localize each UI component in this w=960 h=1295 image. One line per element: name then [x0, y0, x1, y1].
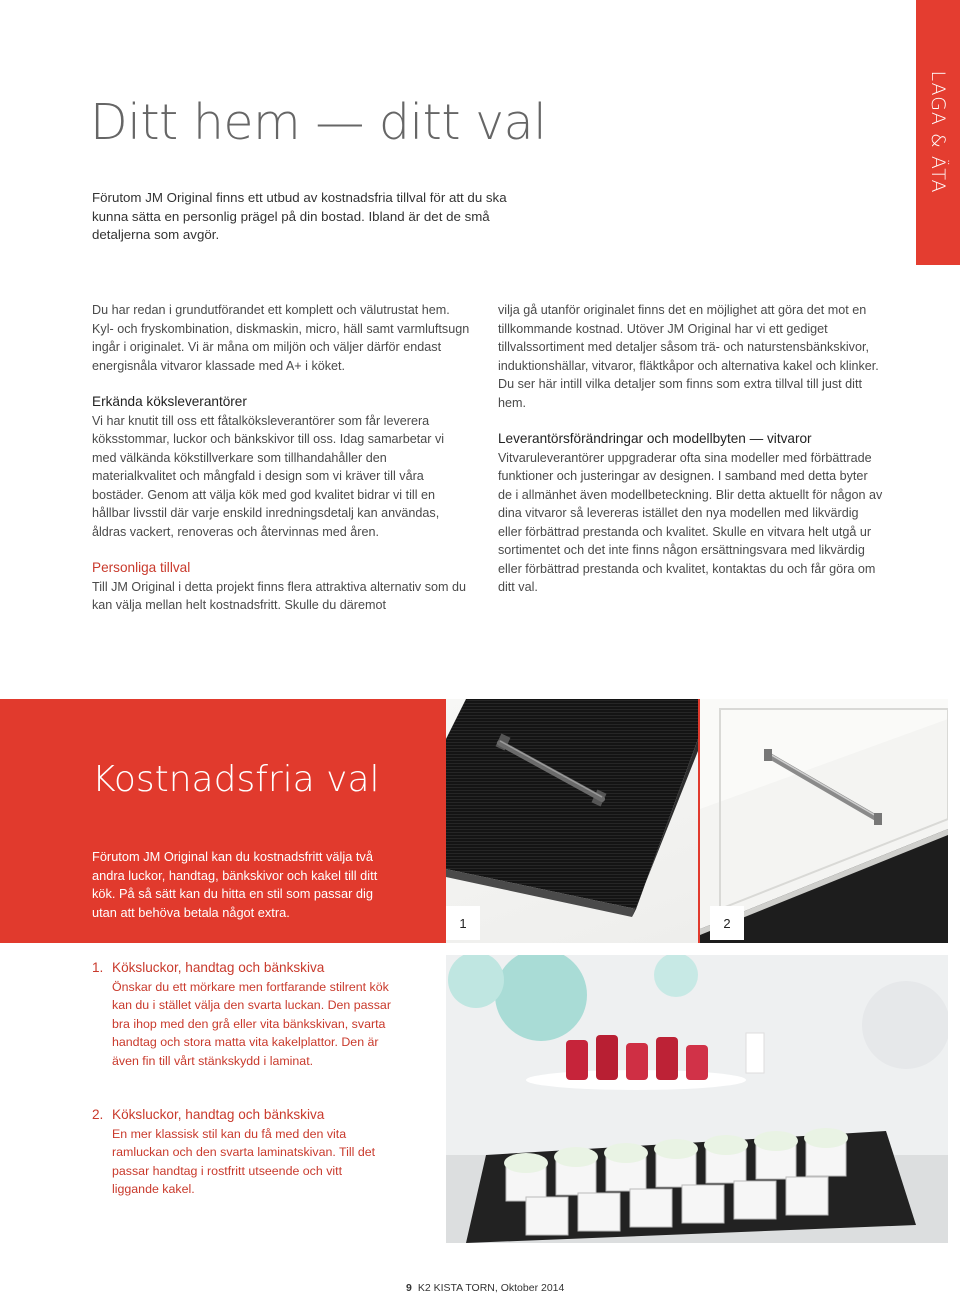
section-tab-label: LAGA & ÄTA: [927, 70, 949, 194]
left-paragraph-2: Vi har knutit till oss ett fåtalköksleverantörer som får leverera köksstommar, luckor och bänkskivor till oss. Idag samarbetar vi med välkända kökstillverkare som tillhandahåller den materialkvalitet och mångfald i design som vi kräver till våra bostäder. Genom att välja kök med god kvalitet bidrar vi till en hållbar livsstil där varje enskild inredningsdetalj kan användas, åldras vackert, renoveras och återvinnas med åren.: [92, 413, 445, 539]
option-number: 1.: [92, 960, 104, 975]
black-door-photo: [446, 699, 698, 943]
photo-label-1: 1: [446, 906, 480, 940]
heading-personal-options: Personliga tillval: [92, 560, 191, 575]
right-column: [498, 301, 883, 597]
option-text: Önskar du ett mörkare men fortfarande stilrent kök kan du i stället välja den svarta luckan. Den passar bra ihop med den grå eller vita bänkskivan, svarta handtag och stora matta vita kakelplattor. Den är även fin till vårt stänkskydd i laminat.: [112, 979, 391, 1068]
promo-text: Förutom JM Original kan du kostnadsfritt välja två andra luckor, handtag, bänkskivor och kakel till ditt kök. På så sätt kan du hitta en stil som passar dig utan att behöva betala något extra.: [92, 849, 378, 920]
option-item-2: [92, 1106, 392, 1199]
promo-title: Kostnadsfria val: [92, 759, 380, 800]
intro-text: Förutom JM Original finns ett utbud av kostnadsfria tillval för att du ska kunna sätta en personlig prägel på din bostad. Ibland är det de små detaljerna som avgör.: [92, 190, 507, 242]
party-table-photo: [446, 955, 948, 1243]
section-tab: [916, 0, 960, 265]
right-paragraph-1: vilja gå utanför originalet finns det en möjlighet att göra det mot en tillkommande kostnad. Utöver JM Original har vi ett gediget tillvalssortiment med detaljer såsom trä- och naturstensbänkskivor, induktionshällar, vitvaror, fläktkåpor och alternativa kakel och klinker. Du ser här intill vilka detaljer som finns som extra tillval till just ditt hem.: [498, 303, 879, 410]
page-title: Ditt hem — ditt val: [90, 94, 547, 151]
footer-date: Oktober 2014: [500, 1282, 565, 1294]
option-title: Köksluckor, handtag och bänkskiva: [112, 1107, 325, 1122]
option-text: En mer klassisk stil kan du få med den vita ramluckan och den svarta laminatskivan. Till det passar handtag i rostfritt utseende och vitt liggande kakel.: [112, 1126, 376, 1196]
option-item-1: [92, 959, 392, 1070]
option-title: Köksluckor, handtag och bänkskiva: [112, 960, 325, 975]
left-paragraph-3: Till JM Original i detta projekt finns flera attraktiva alternativ som du kan välja mellan helt kostnadsfritt. Skulle du däremot: [92, 579, 466, 612]
heading-suppliers: Erkända köksleverantörer: [92, 394, 247, 409]
photo-label-2: 2: [710, 906, 744, 940]
page-footer: [406, 1282, 564, 1294]
footer-project: K2 KISTA TORN,: [417, 1282, 498, 1294]
left-paragraph-1: Du har redan i grundutförandet ett komplett och välutrustat hem. Kyl- och fryskombination, diskmaskin, micro, häll samt varmluftsugn ingår i originalet. Vi är måna om miljön och väljer därför endast energisnåla vitvaror klassade med A+ i köket.: [92, 303, 470, 373]
heading-model-changes: Leverantörsförändringar och modellbyten — vitvaror: [498, 431, 812, 446]
page-number: 9: [406, 1282, 412, 1294]
left-column: [92, 301, 472, 615]
option-number: 2.: [92, 1107, 104, 1122]
right-paragraph-2: Vitvaruleverantörer uppgraderar ofta sina modeller med förbättrade funktioner och justeringar av designen. I samband med detta byter de i allmänhet även modellbeteckning. Blir detta aktuellt för någon av dina vitvaror så levereras istället den nya modellen med likvärdig eller förbättrad prestanda och kvalitet. Skulle en vitvara helt utgå ur sortimentet och det inte finns någon ersättningsvara med likvärdig eller förbättrad prestanda och kvalitet, kontaktas du och får göra om ditt val.: [498, 450, 883, 594]
